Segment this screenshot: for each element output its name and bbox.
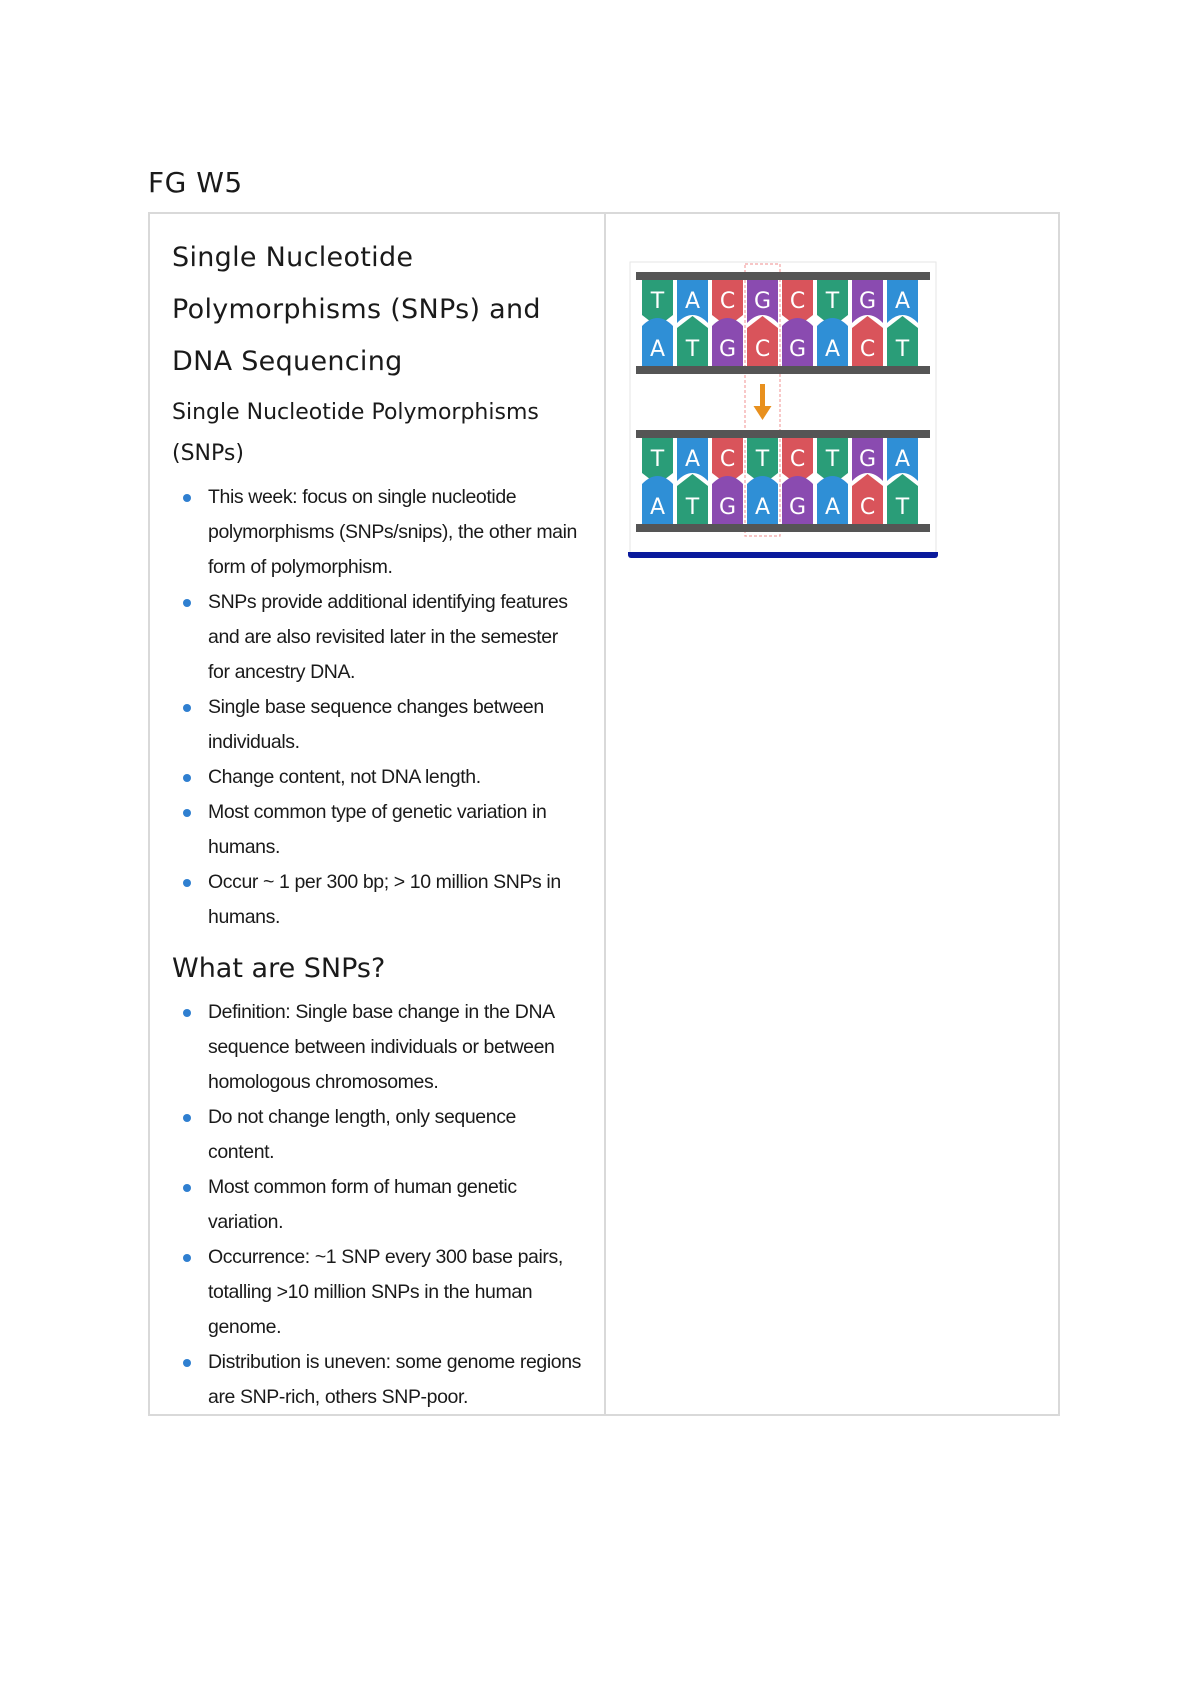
list-item: This week: focus on single nucleotide polymorphisms (SNPs/snips), the other main form of polymorphism.	[208, 480, 584, 585]
base-letter: A	[649, 337, 666, 362]
base-letter: T	[895, 495, 910, 520]
base-letter: G	[858, 447, 877, 472]
snp-definition-list	[172, 995, 584, 1415]
base-letter: C	[859, 495, 876, 520]
base-letter: C	[859, 337, 876, 362]
backbone	[636, 524, 930, 532]
main-heading-line: Polymorphisms (SNPs) and	[172, 294, 541, 325]
base-letter: T	[755, 447, 770, 472]
list-item: Occurrence: ~1 SNP every 300 base pairs, totalling >10 million SNPs in the human genome.	[208, 1240, 584, 1345]
list-item: Most common form of human genetic variation.	[208, 1170, 584, 1240]
backbone	[636, 366, 930, 374]
arrow-shaft	[760, 384, 765, 408]
list-item: Single base sequence changes between individuals.	[208, 690, 584, 760]
base-letter: T	[825, 289, 840, 314]
snp-overview-list	[172, 480, 584, 935]
base-letter: T	[650, 447, 665, 472]
figure-column	[606, 214, 1058, 1414]
list-item: Change content, not DNA length.	[208, 760, 584, 795]
base-letter: A	[754, 495, 771, 520]
base-letter: G	[718, 495, 737, 520]
subheading-line: Single Nucleotide Polymorphisms	[172, 400, 539, 425]
content-table	[148, 212, 1060, 1416]
backbone	[636, 430, 930, 438]
base-letter: T	[650, 289, 665, 314]
base-letter: C	[789, 447, 806, 472]
base-letter: C	[789, 289, 806, 314]
list-item: Occur ~ 1 per 300 bp; > 10 million SNPs in humans.	[208, 865, 584, 935]
section-heading: What are SNPs?	[172, 953, 386, 984]
list-item: Distribution is uneven: some genome regions are SNP-rich, others SNP-poor.	[208, 1345, 584, 1415]
list-item: Definition: Single base change in the DNA sequence between individuals or between homologous chromosomes.	[208, 995, 584, 1100]
base-letter: A	[684, 289, 701, 314]
base-letter: G	[718, 337, 737, 362]
list-item: Most common type of genetic variation in humans.	[208, 795, 584, 865]
subheading	[172, 392, 584, 474]
subheading-line: (SNPs)	[172, 441, 244, 466]
base-letter: G	[788, 495, 807, 520]
base-letter: C	[754, 337, 771, 362]
base-letter: T	[685, 495, 700, 520]
base-letter: G	[858, 289, 877, 314]
base-letter: A	[649, 495, 666, 520]
base-letter: A	[824, 337, 841, 362]
text-column	[150, 214, 606, 1414]
base-letter: G	[753, 289, 772, 314]
main-heading-line: DNA Sequencing	[172, 346, 403, 377]
base-letter: C	[719, 289, 736, 314]
diagram-bottom-bar	[628, 552, 938, 558]
base-letter: G	[788, 337, 807, 362]
base-letter: A	[894, 289, 911, 314]
base-letter: T	[895, 337, 910, 362]
list-item: SNPs provide additional identifying features and are also revisited later in the semester for ancestry DNA.	[208, 585, 584, 690]
base-letter: C	[719, 447, 736, 472]
main-heading-line: Single Nucleotide	[172, 242, 414, 273]
list-item: Do not change length, only sequence content.	[208, 1100, 584, 1170]
backbone	[636, 272, 930, 280]
base-letter: A	[824, 495, 841, 520]
main-heading	[172, 232, 584, 388]
base-letter: T	[685, 337, 700, 362]
snp-dna-diagram	[628, 260, 938, 560]
document-title: FG W5	[148, 166, 243, 199]
base-letter: A	[684, 447, 701, 472]
down-arrow-icon	[754, 406, 772, 420]
base-letter: A	[894, 447, 911, 472]
base-letter: T	[825, 447, 840, 472]
